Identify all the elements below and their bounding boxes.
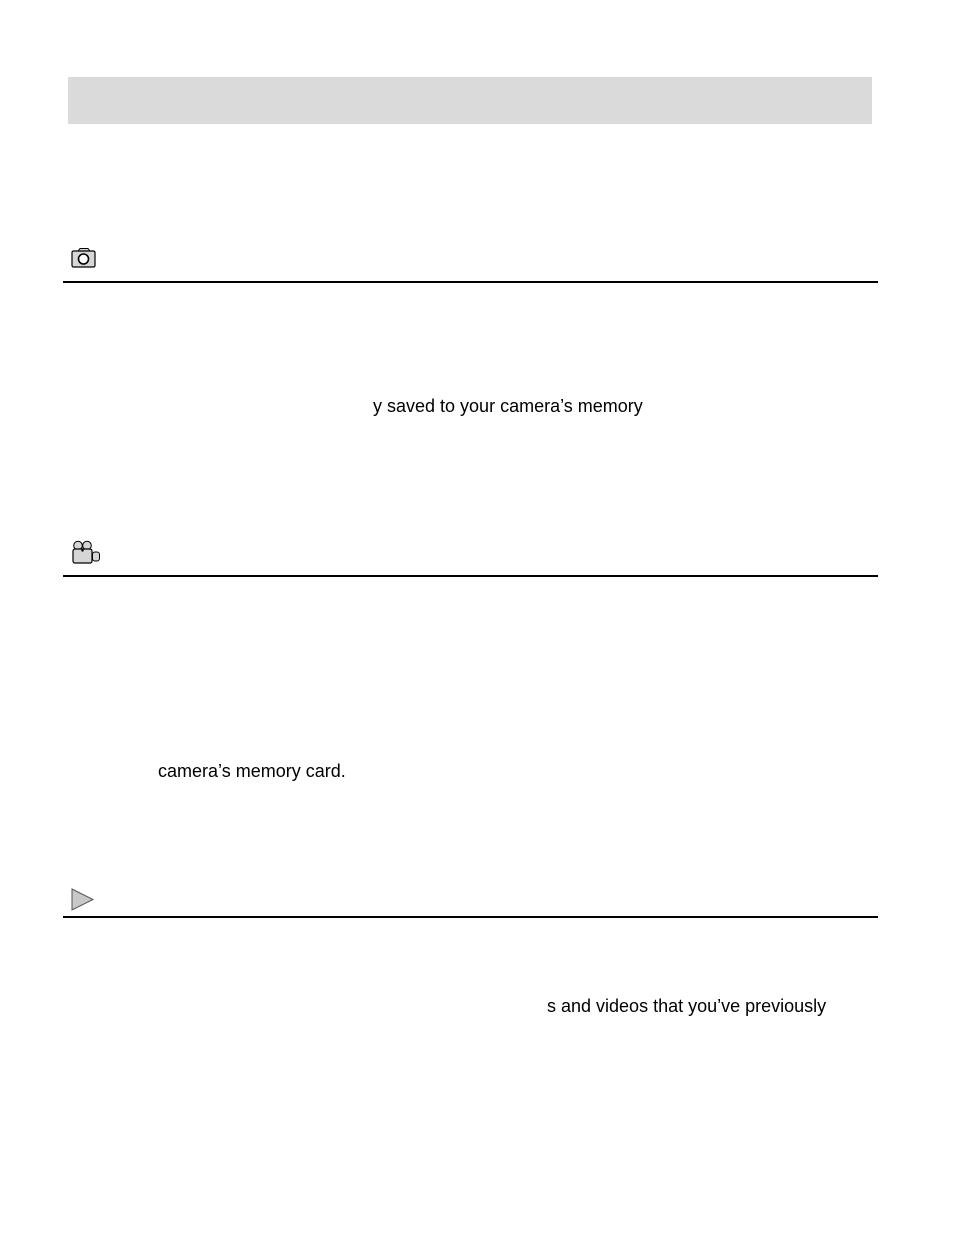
section-rule-video — [63, 575, 878, 577]
section-rule-photo — [63, 281, 878, 283]
header-band — [68, 77, 872, 124]
video-camera-icon — [71, 540, 101, 565]
photo-section-text: y saved to your camera’s memory — [373, 396, 643, 416]
video-section-text: camera’s memory card. — [158, 761, 346, 781]
camera-icon — [71, 247, 97, 269]
playback-section-text: s and videos that you’ve previously — [547, 996, 827, 1016]
section-rule-playback — [63, 916, 878, 918]
play-icon — [70, 887, 96, 913]
